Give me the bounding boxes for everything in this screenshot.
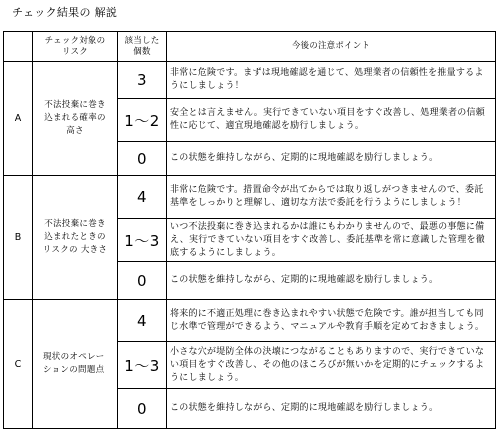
count-cell: 1～2	[118, 99, 167, 142]
point-cell: 将来的に不適正処理に巻き込まれやすい状態で危険です。誰が担当しても同じ水準で管理ができるよう、マニュアルや教育手順を定めておきましょう。	[167, 300, 496, 342]
count-cell: 1～3	[118, 342, 167, 389]
count-cell: 0	[118, 389, 167, 429]
header-points: 今後の注意ポイント	[167, 32, 496, 62]
header-risk: チェック対象の リスク	[33, 32, 118, 62]
risk-label-c: 現状のオペレー ションの問題点	[33, 300, 118, 429]
point-cell: 非常に危険です。まずは現地確認を通じて、処理業者の信頼性を推量するようにしましょう！	[167, 62, 496, 99]
table-row	[4, 62, 496, 99]
point-cell: この状態を維持しながら、定期的に現地確認を励行しましょう。	[167, 262, 496, 300]
point-cell: この状態を維持しながら、定期的に現地確認を励行しましょう。	[167, 142, 496, 176]
count-cell: 0	[118, 262, 167, 300]
risk-label-a: 不法投棄に巻き 込まれる確率の 高さ	[33, 62, 118, 176]
point-cell: 小さな穴が堤防全体の決壊につながることもありますので、実行できていない項目をすぐ改善し、その他のほころびが無いかを定期的にチェックするようにしましょう。	[167, 342, 496, 389]
table-row	[4, 300, 496, 342]
results-table	[3, 31, 496, 429]
group-label-b: B	[4, 176, 33, 300]
header-count: 該当した 個数	[118, 32, 167, 62]
count-cell: 3	[118, 62, 167, 99]
point-cell: この状態を維持しながら、定期的に現地確認を励行しましょう。	[167, 389, 496, 429]
table-row	[4, 176, 496, 219]
count-cell: 1～3	[118, 219, 167, 262]
point-cell: いつ不法投棄に巻き込まれるかは誰にもわかりませんので、最悪の事態に備え、実行できていない項目をすぐ改善し、委託基準を常に意識した管理を徹底するようにしましょう。	[167, 219, 496, 262]
count-cell: 4	[118, 176, 167, 219]
group-label-a: A	[4, 62, 33, 176]
header-row	[4, 32, 496, 62]
count-cell: 4	[118, 300, 167, 342]
page-title: チェック結果の 解説	[12, 6, 118, 19]
risk-label-b: 不法投棄に巻き 込まれたときの リスクの 大きさ	[33, 176, 118, 300]
point-cell: 非常に危険です。措置命令が出てからでは取り返しがつきませんので、委託基準をしっかりと理解し、適切な方法で委託を行うようにしましょう！	[167, 176, 496, 219]
count-cell: 0	[118, 142, 167, 176]
group-label-c: C	[4, 300, 33, 429]
point-cell: 安全とは言えません。実行できていない項目をすぐ改善し、処理業者の信頼性に応じて、適宜現地確認を励行しましょう。	[167, 99, 496, 142]
header-blank	[4, 32, 33, 62]
